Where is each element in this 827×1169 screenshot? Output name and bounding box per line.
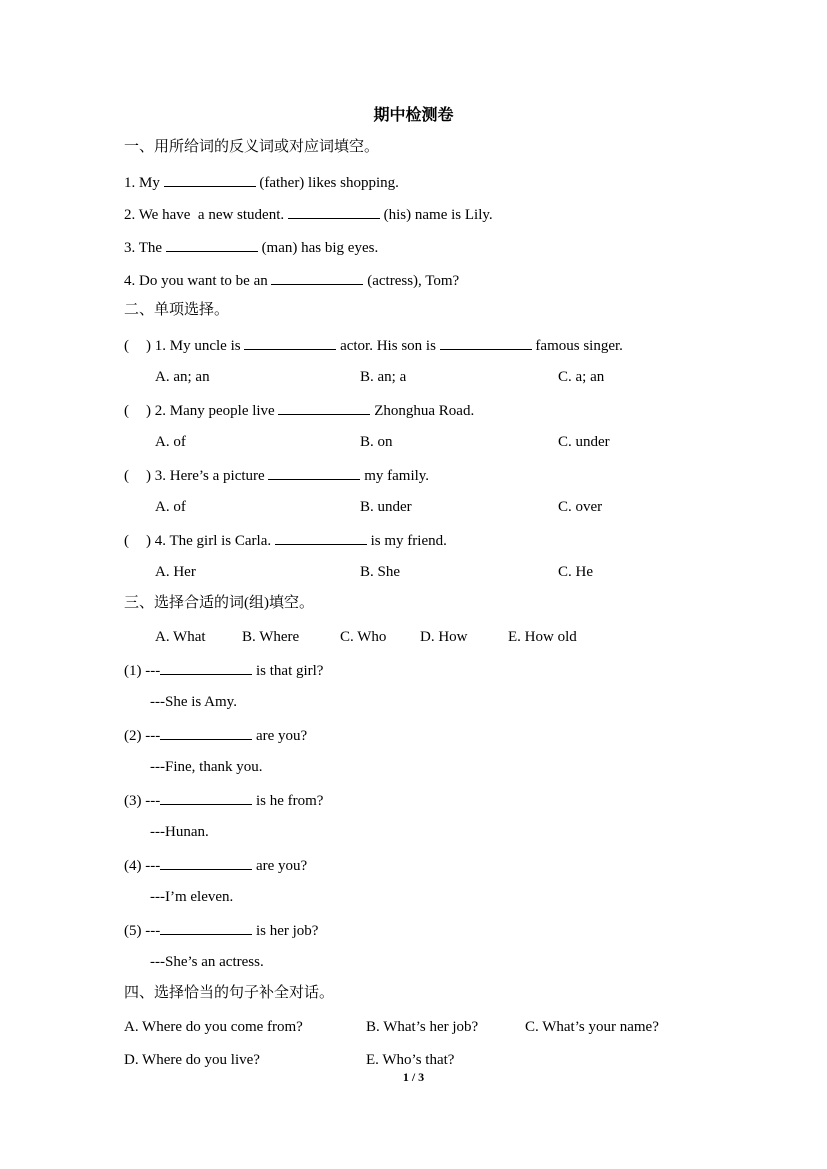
- dialog-option-e: E. Who’s that?: [366, 1052, 455, 1068]
- s3-question-4: (4) --- are you?: [124, 855, 307, 876]
- answer-blank[interactable]: [268, 465, 360, 480]
- s3-question-5: (5) --- is her job?: [124, 920, 318, 941]
- s3-answer-5: ---She’s an actress.: [150, 954, 264, 970]
- dialog-option-d: D. Where do you live?: [124, 1052, 260, 1068]
- answer-blank[interactable]: [160, 855, 252, 870]
- section-2-heading: 二、单项选择。: [124, 302, 230, 318]
- option-c[interactable]: C. He: [558, 564, 593, 580]
- s1-question-4: 4. Do you want to be an (actress), Tom?: [124, 270, 459, 291]
- section-4-heading: 四、选择恰当的句子补全对话。: [124, 985, 335, 1001]
- s2-question-4: ( ) 4. The girl is Carla. is my friend.: [124, 530, 447, 551]
- option-c[interactable]: C. over: [558, 499, 603, 515]
- page-title: 期中检测卷: [373, 107, 454, 124]
- option-b[interactable]: B. She: [360, 564, 401, 580]
- s1-question-1: 1. My (father) likes shopping.: [124, 172, 399, 193]
- s3-question-1: (1) --- is that girl?: [124, 660, 323, 681]
- dialog-option-a: A. Where do you come from?: [124, 1019, 303, 1035]
- option-b[interactable]: B. under: [360, 499, 412, 515]
- option-a[interactable]: A. of: [155, 434, 186, 450]
- word-option-a: A. What: [155, 629, 206, 645]
- option-b[interactable]: B. an; a: [360, 369, 407, 385]
- answer-blank[interactable]: [288, 204, 380, 219]
- dialog-option-c: C. What’s your name?: [525, 1019, 659, 1035]
- answer-blank[interactable]: [278, 400, 370, 415]
- s2-question-2: ( ) 2. Many people live Zhonghua Road.: [124, 400, 474, 421]
- section-1-heading: 一、用所给词的反义词或对应词填空。: [124, 139, 380, 155]
- option-a[interactable]: A. of: [155, 499, 186, 515]
- answer-blank[interactable]: [166, 237, 258, 252]
- answer-blank[interactable]: [160, 920, 252, 935]
- answer-blank[interactable]: [160, 790, 252, 805]
- word-option-b: B. Where: [242, 629, 300, 645]
- word-option-d: D. How: [420, 629, 468, 645]
- section-3-heading: 三、选择合适的词(组)填空。: [124, 595, 314, 611]
- option-c[interactable]: C. a; an: [558, 369, 605, 385]
- s2-question-1: ( ) 1. My uncle is actor. His son is famous singer.: [124, 335, 623, 356]
- answer-blank[interactable]: [164, 172, 256, 187]
- option-a[interactable]: A. an; an: [155, 369, 210, 385]
- s1-question-3: 3. The (man) has big eyes.: [124, 237, 378, 258]
- s3-answer-2: ---Fine, thank you.: [150, 759, 263, 775]
- answer-blank[interactable]: [160, 725, 252, 740]
- answer-blank[interactable]: [275, 530, 367, 545]
- answer-blank[interactable]: [440, 335, 532, 350]
- s3-answer-4: ---I’m eleven.: [150, 889, 234, 905]
- word-option-e: E. How old: [508, 629, 577, 645]
- word-option-c: C. Who: [340, 629, 387, 645]
- s3-answer-1: ---She is Amy.: [150, 694, 237, 710]
- option-b[interactable]: B. on: [360, 434, 393, 450]
- s3-question-3: (3) --- is he from?: [124, 790, 323, 811]
- s1-question-2: 2. We have a new student. (his) name is Lily.: [124, 204, 493, 225]
- option-c[interactable]: C. under: [558, 434, 610, 450]
- answer-blank[interactable]: [160, 660, 252, 675]
- s2-question-3: ( ) 3. Here’s a picture my family.: [124, 465, 429, 486]
- answer-blank[interactable]: [271, 270, 363, 285]
- answer-blank[interactable]: [244, 335, 336, 350]
- page-number: 1 / 3: [402, 1070, 425, 1084]
- option-a[interactable]: A. Her: [155, 564, 196, 580]
- s3-answer-3: ---Hunan.: [150, 824, 209, 840]
- s3-question-2: (2) --- are you?: [124, 725, 307, 746]
- dialog-option-b: B. What’s her job?: [366, 1019, 479, 1035]
